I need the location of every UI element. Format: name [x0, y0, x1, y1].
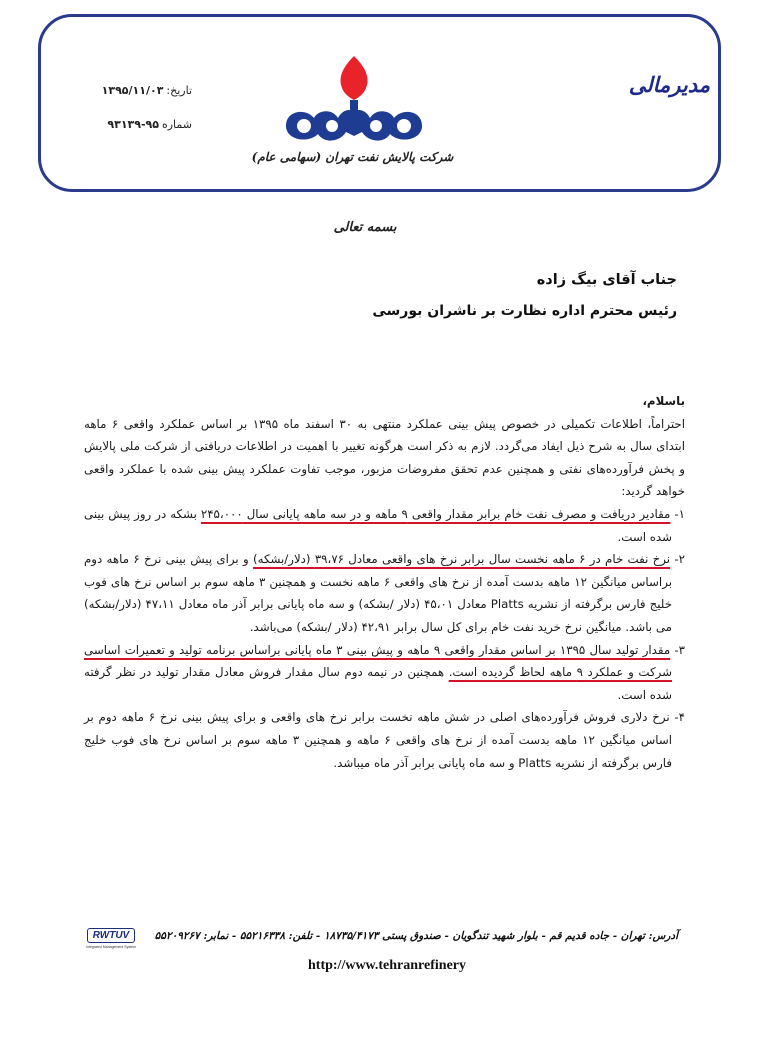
number-value: ۹۵-۹۳۱۳۹ [107, 118, 159, 131]
date-row [82, 84, 192, 97]
intro-paragraph: احتراماً، اطلاعات تکمیلی در خصوص پیش بینی عملکرد منتهی به ۳۰ اسفند ماه ۱۳۹۵ بر اساس عملکرد واقعی ۶ ماهه ابتدای سال به شرح ذیل ایفاد می‌گردد. لازم به ذکر است هرگونه تغییر با اهمیت در اطلاعات دریافتی از شرکت ملی پالایش و پخش فرآورده‌های نفتی و همچنین عدم تحقق مفروضات مزبور، موجب تفاوت عملکرد پیش بینی شده با عملکرد واقعی خواهد گردید: [84, 416, 685, 499]
underlined-text: مقدار تولید سال ۱۳۹۵ بر اساس مقدار واقعی ۹ ماهه و پیش بینی ۳ ماه پایانی براساس برنامه تولید و تعمیرات اساسی شرکت و عملکرد ۹ ماهه لحاظ گردیده است. [84, 642, 673, 680]
underlined-text: مقادیر دریافت و مصرف نفت خام برابر مقدار واقعی ۹ ماهه و در سه ماهه پایانی سال ۲۴۵،۰۰۰ [200, 506, 671, 521]
basmala-heading: بسمه تعالی [333, 220, 397, 235]
addressee-name: جناب آقای بیگ زاده [536, 272, 677, 288]
item-number: ۱- [674, 506, 686, 521]
item-text: و برای پیش بینی نرخ ۶ ماهه دوم براساس میانگین ۱۲ ماهه بدست آمده از نرخ های واقعی ۶ ماهه نخست و همچنین ۳ ماهه سوم بر اساس نرخ های فوب خلیج فارس برگرفته از نشریه Platts معادل ۴۵،۰۱ (دلار /بشکه) و سه ماه پایانی برابر آذر ماه معادل ۴۷،۱۱ (دلار/بشکه) می باشد. میانگین نرخ خرید نفت خام برای کل سال برابر ۴۲،۹۱ (دلار /بشکه) می‌باشد. [84, 552, 672, 634]
company-logo [280, 52, 428, 152]
addressee-title: رئیس محترم اداره نظارت بر ناشران بورسی [372, 303, 677, 319]
list-item-1 [84, 503, 685, 548]
list-item-3 [84, 639, 685, 707]
item-text: همچنین در نیمه دوم سال مقدار فروش معادل مقدار تولید در نظر گرفته شده است. [84, 665, 672, 702]
number-label: شماره [161, 118, 192, 131]
list-item-4 [84, 706, 685, 774]
date-label: تاریخ: [166, 84, 192, 97]
item-number: ۴- [674, 710, 685, 725]
greeting: باسلام، [642, 394, 685, 408]
cert-subtext: Integrated Management System [86, 945, 136, 949]
item-number: ۳- [674, 642, 685, 657]
cert-logo-text: RWTUV [87, 928, 135, 943]
item-text: نرخ دلاری فروش فرآورده‌های اصلی در شش ماهه نخست برابر نرخ های واقعی و برای پیش بینی نرخ ۶ ماهه دوم بر اساس میانگین ۱۲ ماهه بدست آمده از نرخ های واقعی ۶ ماهه و همچنین ۳ ماهه سوم بر اساس نرخ های فوب خلیج فارس برگرفته از نشریه Platts و سه ماه پایانی برابر آذر ماه میباشد. [84, 710, 673, 770]
letter-body [84, 390, 685, 774]
flame-shape [341, 56, 368, 100]
item-text: بشکه در روز پیش بینی شده است. [84, 506, 672, 544]
department-stamp: مدیرمالی [628, 72, 710, 97]
footer-website: http://www.tehranrefinery [308, 958, 466, 973]
company-name: شرکت پالایش نفت تهران (سهامی عام) [251, 150, 454, 164]
certification-logo [86, 928, 136, 968]
footer-address: آدرس: تهران - جاده قدیم قم - بلوار شهید تندگویان - صندوق پستی ۱۸۷۳۵/۴۱۷۳ - تلفن: ۵۵۲۱۶۳۳۸ - نمابر: ۵۵۲۰۹۲۶۷ [154, 930, 678, 942]
underlined-text: نرخ نفت خام در ۶ ماهه نخست سال برابر نرخ های واقعی معادل ۳۹،۷۶ (دلار/بشکه) [253, 552, 671, 567]
date-value: ۱۳۹۵/۱۱/۰۳ [101, 84, 164, 97]
list-item-2 [84, 548, 685, 638]
item-number: ۲- [674, 552, 686, 567]
number-row [82, 118, 192, 131]
